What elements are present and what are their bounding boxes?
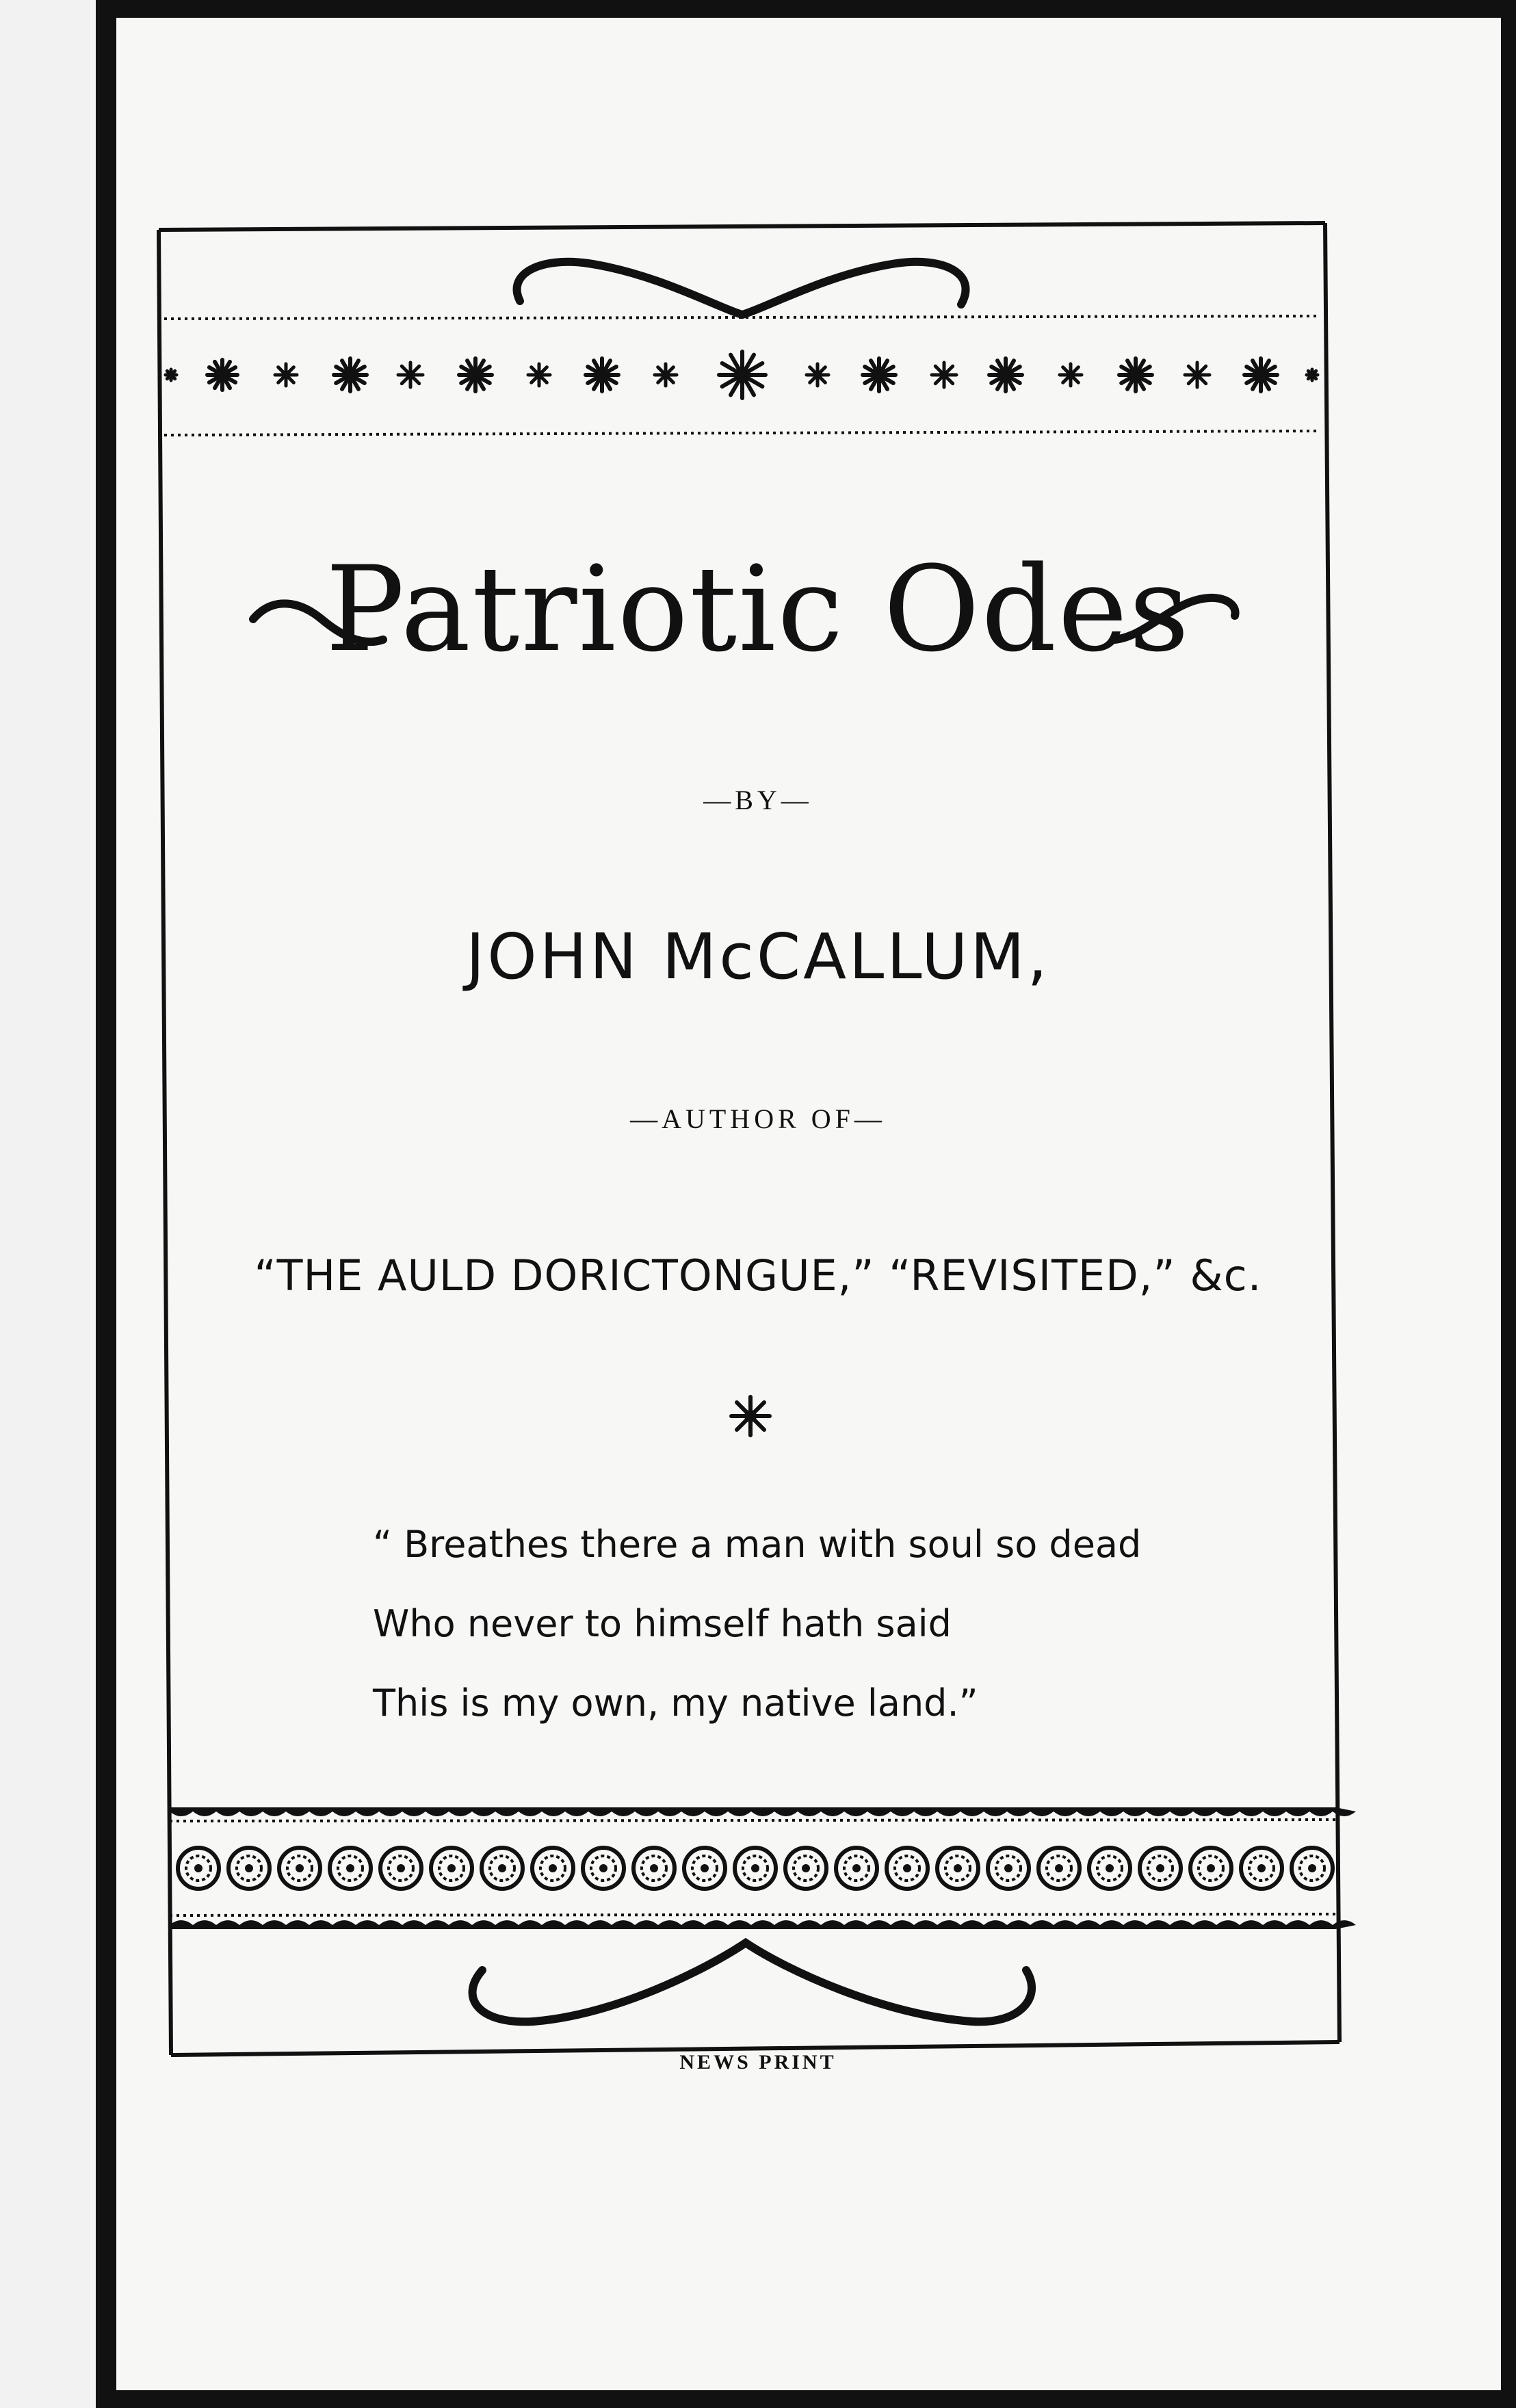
star-icon [528, 364, 550, 386]
star-band-ornament [166, 352, 1318, 398]
star-icon [1307, 369, 1318, 380]
rosette-icon [583, 1848, 624, 1889]
star-icon [459, 358, 492, 391]
star-icon [1185, 363, 1210, 387]
star-icon [989, 358, 1022, 391]
epigraph-line: Who never to himself hath said [373, 1602, 952, 1645]
rosette-icon [1089, 1848, 1130, 1889]
rosette-icon [228, 1848, 270, 1889]
rosette-icon [482, 1848, 523, 1889]
rosette-icon [1190, 1848, 1231, 1889]
rosette-icon [887, 1848, 928, 1889]
by-line: —BY— [703, 785, 813, 815]
author-of-line: —AUTHOR OF— [630, 1103, 886, 1134]
epigraph [373, 1505, 1141, 1743]
star-icon [1244, 358, 1277, 391]
previous-works: “THE AULD DORICTONGUE,” “REVISITED,” &c. [254, 1251, 1262, 1300]
rosette-icon [633, 1848, 675, 1889]
rosette-icon [1038, 1848, 1080, 1889]
rosette-icon [330, 1848, 371, 1889]
rosette-icon [1292, 1848, 1333, 1889]
rosette-icon [684, 1848, 725, 1889]
frame-border [159, 223, 1339, 2055]
rosette-icon [836, 1848, 877, 1889]
star-icon [334, 358, 367, 391]
star-icon [586, 358, 618, 391]
star-icon [863, 358, 896, 391]
top-dotted-rule-lower [164, 431, 1320, 435]
footer-label: NEWS PRINT [679, 2051, 837, 2073]
epigraph-line: “ Breathes there a man with soul so dead [373, 1523, 1142, 1566]
star-icon [932, 363, 956, 387]
star-icon [719, 352, 766, 398]
rosette-icon [937, 1848, 978, 1889]
rosette-icon [1241, 1848, 1282, 1889]
star-icon [207, 360, 237, 390]
top-swash-ornament [517, 262, 966, 315]
bottom-rosette-band [170, 1807, 1356, 1929]
star-icon [1119, 358, 1152, 391]
rosette-icon [380, 1848, 421, 1889]
author-name: JOHN McCALLUM, [466, 920, 1050, 993]
rosette-icon [735, 1848, 776, 1889]
star-icon [275, 364, 297, 386]
rosette-icon [431, 1848, 472, 1889]
rosette-icon [988, 1848, 1029, 1889]
rosette-icon [178, 1848, 219, 1889]
star-icon [1060, 364, 1082, 386]
rosette-icon [785, 1848, 826, 1889]
center-star-ornament [731, 1397, 770, 1435]
star-icon [166, 369, 177, 380]
star-icon [398, 363, 423, 387]
rosette-icon [279, 1848, 320, 1889]
star-icon [655, 364, 677, 386]
book-title: Patriotic Odes [325, 540, 1191, 678]
epigraph-line: This is my own, my native land.” [373, 1681, 978, 1725]
bottom-swash-ornament [473, 1943, 1032, 2021]
star-icon [807, 364, 828, 386]
rosette-icon [1140, 1848, 1181, 1889]
rosette-icon [532, 1848, 573, 1889]
